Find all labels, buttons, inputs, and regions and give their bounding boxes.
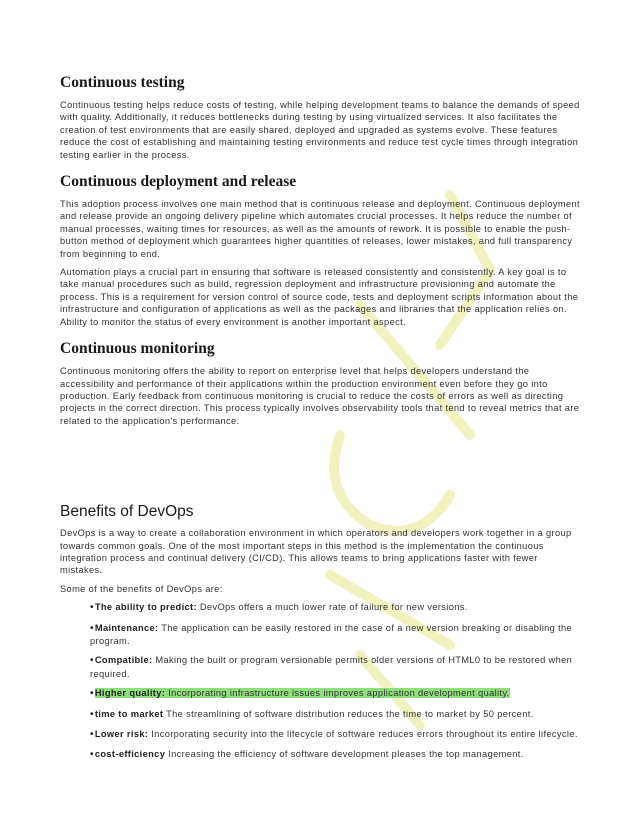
- benefit-text: The application can be easily restored in the case of a new version breaking or disabling the program.: [90, 622, 573, 646]
- list-item: [90, 601, 580, 614]
- list-item: [90, 654, 580, 680]
- list-item: [90, 728, 580, 741]
- benefits-lead: Some of the benefits of DevOps are:: [60, 583, 223, 594]
- benefit-term: time to market: [94, 708, 164, 719]
- document-content: [60, 74, 580, 774]
- section-heading: Continuous deployment and release: [60, 173, 297, 191]
- bullet-icon: •: [90, 602, 94, 614]
- benefit-term: Maintenance:: [94, 622, 159, 633]
- section-continuous-testing: [60, 74, 580, 161]
- list-item: [90, 687, 580, 700]
- benefit-text: Making the built or program versionable permits older versions of HTML0 to be restored when required.: [90, 655, 573, 679]
- list-item: [90, 748, 580, 761]
- section-benefits: [60, 503, 580, 762]
- section-paragraph: This adoption process involves one main method that is continuous release and deployment. Continuous deployment and release provide an ongoing delivery pipeline which automates crucial processes. It helps reduce the number of manual processes, waiting times for resources, as well as the amounts of rework. It is possible to enable the push-button method of deployment which guarantees higher quantities of releases, lower mistakes, and full transparency from beginning to end.: [60, 199, 580, 259]
- benefit-term: Compatible:: [94, 655, 153, 666]
- benefit-term: Lower risk:: [94, 729, 149, 739]
- bullet-icon: •: [90, 655, 94, 667]
- section-heading: Continuous monitoring: [60, 340, 215, 358]
- bullet-icon: •: [90, 688, 94, 700]
- benefit-text: Increasing the efficiency of software development pleases the top management.: [165, 749, 524, 760]
- list-item: [90, 708, 580, 721]
- bullet-icon: •: [90, 708, 94, 720]
- benefits-heading: Benefits of DevOps: [60, 503, 194, 521]
- section-heading: Continuous testing: [60, 74, 185, 91]
- section-continuous-deployment: [60, 173, 580, 328]
- bullet-icon: •: [90, 622, 94, 634]
- bullet-icon: •: [90, 729, 94, 740]
- benefit-term: The ability to predict:: [94, 602, 197, 613]
- benefit-term: Higher quality:: [94, 688, 166, 699]
- benefit-text: The streamlining of software distribution reduces the time to market by 50 percent.: [163, 708, 534, 719]
- benefits-list: [60, 601, 580, 762]
- benefit-term: cost-efficiency: [94, 749, 166, 760]
- highlighted-text: [95, 688, 510, 698]
- list-item: [90, 622, 580, 648]
- benefits-intro: DevOps is a way to create a collaboration environment in which operators and developers work together in a group towards common goals. One of the most important steps in this method is the implementation the continuous integration process and continual delivery (CI/CD). This allows teams to bring applications faster with fewer mistakes.: [60, 528, 572, 576]
- section-paragraph: Continuous monitoring offers the ability to report on enterprise level that helps developers understand the accessibility and performance of their applications within the production environment even before they go into production. Early feedback from continuous monitoring is crucial to reduce the costs of errors as well as directing projects in the correct direction. This process typically involves observability tools that tend to reveal metrics that are related to the application's performance.: [60, 366, 580, 426]
- section-paragraph: Automation plays a crucial part in ensuring that software is released consistently and consistently. A key goal is to take manual procedures such as build, regression deployment and infrastructure provisioning and automate the process. This is a requirement for version control of source code, tests and deployment scripts information about the infrastructure and configuration of applications as well as the packages and libraries that the application relies on. Ability to monitor the status of every environment is another important aspect.: [60, 267, 579, 327]
- benefit-text: Incorporating security into the lifecycle of software reduces errors throughout its entire lifecycle.: [148, 729, 578, 739]
- benefit-text: Incorporating infrastructure issues improves application development quality.: [165, 688, 510, 699]
- benefit-text: DevOps offers a much lower rate of failure for new versions.: [196, 602, 468, 613]
- bullet-icon: •: [90, 749, 94, 761]
- section-continuous-monitoring: [60, 340, 580, 427]
- section-paragraph: Continuous testing helps reduce costs of testing, while helping development teams to balance the demands of speed with quality. Additionally, it reduces bottlenecks during testing by using virtualized services. It also facilitates the creation of test environments that are easily shared, deployed and upgraded as systems evolve. These features reduce the cost of establishing and maintaining testing environments and reduce test cycle times through integration testing earlier in the process.: [60, 100, 580, 160]
